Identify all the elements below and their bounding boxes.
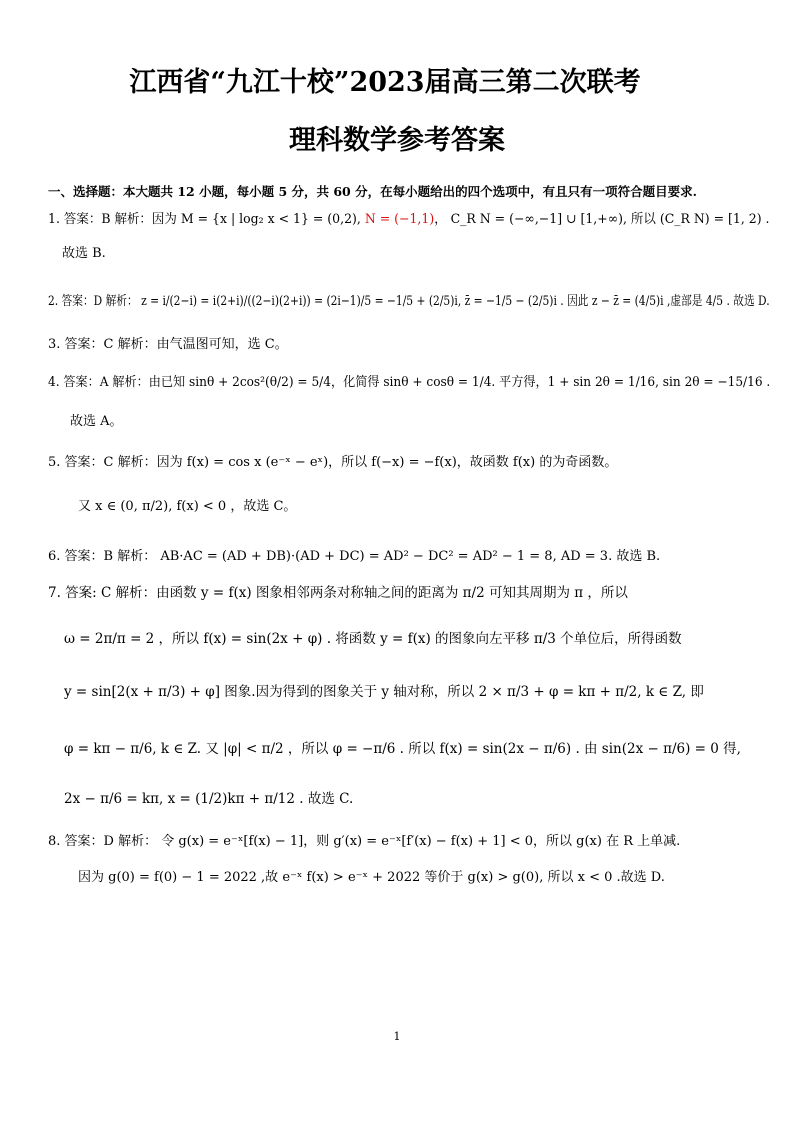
answer-1-part-a: 1. 答案：B 解析：因为 M = {x | log₂ x < 1} = (0,2), (48, 212, 361, 227)
answer-1-line-2: 故选 B. (62, 246, 106, 261)
answer-7-line-2: ω = 2π/π = 2 ，所以 f(x) = sin(2x + φ) . 将函数 y = f(x) 的图象向左平移 π/3 个单位后，所得函数 (64, 631, 682, 647)
answer-1-line-1 (48, 211, 770, 229)
page-number: 1 (393, 1030, 401, 1043)
page-title: 江西省“九江十校”2023届高三第二次联考 (129, 67, 641, 98)
answer-6-line-1: 6. 答案：B 解析： AB·AC = (AD + DB)·(AD + DC) = AD² − DC² = AD² − 1 = 8, AD = 3. 故选 B. (48, 549, 661, 564)
answer-8-line-2: 因为 g(0) = f(0) − 1 = 2022 ,故 e⁻ˣ f(x) > e⁻ˣ + 2022 等价于 g(x) > g(0), 所以 x < 0 .故选 D. (78, 870, 665, 885)
answer-4-line-1: 4. 答案：A 解析：由已知 sinθ + 2cos²(θ/2) = 5/4，化简得 sinθ + cosθ = 1/4. 平方得，1 + sin 2θ = 1/16, sin 2θ = −15/16 . (48, 375, 771, 390)
answer-4-line-2: 故选 A。 (70, 414, 123, 429)
page-subtitle: 理科数学参考答案 (289, 125, 505, 156)
answer-3-line-1: 3. 答案：C 解析：由气温图可知，选 C。 (48, 337, 288, 352)
answer-5-line-1: 5. 答案：C 解析：因为 f(x) = cos x (e⁻ˣ − eˣ)，所以 f(−x) = −f(x)，故函数 f(x) 的为奇函数。 (48, 455, 618, 470)
answer-7-line-3: y = sin[2(x + π/3) + φ] 图象.因为得到的图象关于 y 轴对称，所以 2 × π/3 + φ = kπ + π/2, k ∈ Z, 即 (64, 684, 704, 700)
answer-8-line-1: 8. 答案：D 解析： 令 g(x) = e⁻ˣ[f(x) − 1]，则 g′(x) = e⁻ˣ[f′(x) − f(x) + 1] < 0，所以 g(x) 在 R 上单减. (48, 834, 681, 849)
answer-7-line-5: 2x − π/6 = kπ, x = (1/2)kπ + π/12 . 故选 C. (64, 791, 354, 807)
answer-1-part-b: ， C_R N = (−∞,−1] ∪ [1,+∞), 所以 (C_R N) = [1, 2) . (434, 212, 770, 227)
answer-5-line-2: 又 x ∈ (0, π/2), f(x) < 0 ，故选 C。 (78, 499, 297, 514)
answer-1-highlight: N = (−1,1) (360, 212, 435, 227)
answer-2-line-1: 2. 答案：D 解析： z = i/(2−i) = i(2+i)/((2−i)(2+i)) = (2i−1)/5 = −1/5 + (2/5)i, z̄ = −1/5 − (2/5)i . 因此 z − z̄ = (4/5)i ,虚部是 4/5 . 故选 D. (48, 294, 770, 309)
answer-7-line-4: φ = kπ − π/6, k ∈ Z. 又 |φ| < π/2 ，所以 φ = −π/6 . 所以 f(x) = sin(2x − π/6) . 由 sin(2x − π/6) = 0 得, (64, 741, 741, 757)
answer-7-line-1: 7. 答案: C 解析：由函数 y = f(x) 图象相邻两条对称轴之间的距离为 π/2 可知其周期为 π ，所以 (48, 585, 628, 601)
section-heading: 一、选择题：本大题共 12 小题，每小题 5 分，共 60 分，在每小题给出的四个选项中，有且只有一项符合题目要求. (48, 184, 697, 199)
